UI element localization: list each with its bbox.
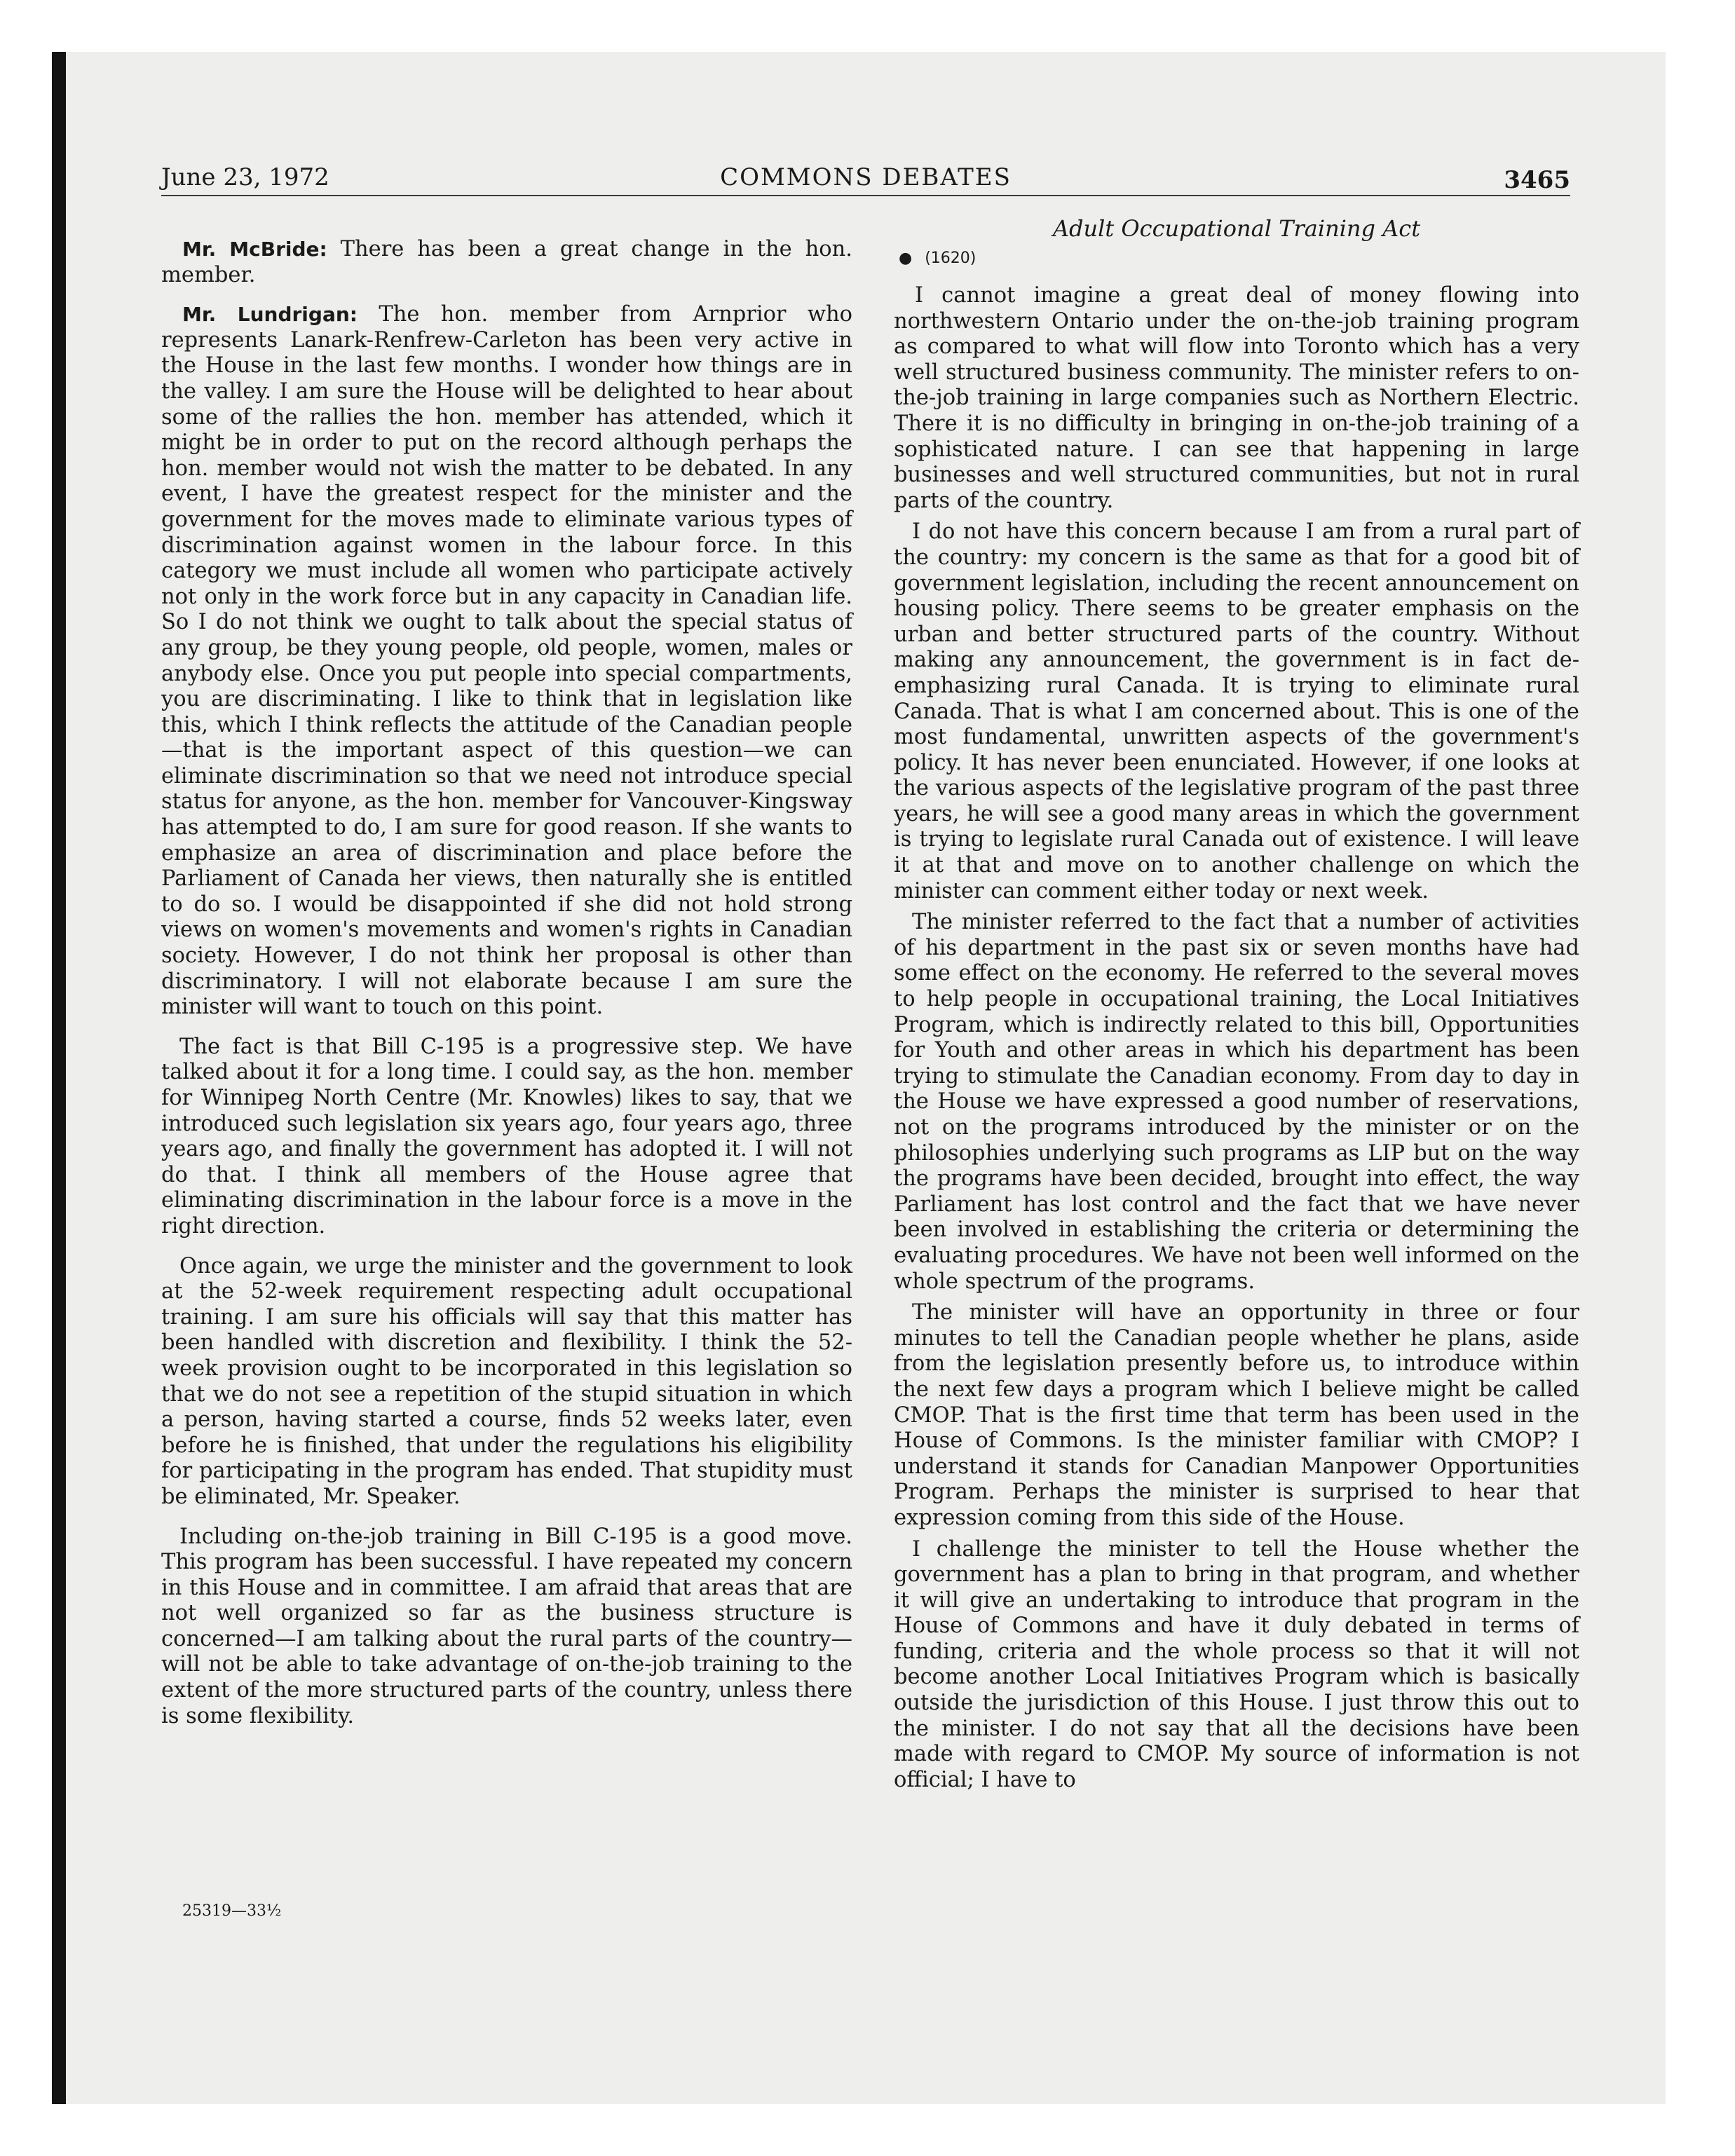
- page-header: [161, 161, 1570, 196]
- scanned-page: [52, 52, 1666, 2104]
- right-column: [894, 283, 1579, 1799]
- header-page-number: 3465: [1504, 166, 1570, 194]
- paragraph: The fact is that Bill C-195 is a progressive step. We have talked about it for a long time. I could say, as the hon. member for Winnipeg North Centre (Mr. Knowles) likes to say, that we introduced such legislation six years ago, four years ago, three years ago, and finally the government has adopted it. I will not do that. I think all members of the House agree that eliminating discrimination in the labour force is a move in the right direction.: [161, 1034, 852, 1239]
- paragraph-text: There has been a great change in the hon. member.: [161, 237, 852, 287]
- footnote: 25319—33½: [182, 1902, 282, 1920]
- running-title: Adult Occupational Training Act: [1052, 215, 1421, 242]
- paragraph: I cannot imagine a great deal of money flowing into northwestern Ontario under the on-the-job training program as compared to what will flow into Toronto which has a very well structured business community. The minister refers to on-the-job training in large companies such as Northern Electric. There it is no difficulty in bringing in on-the-job training of a sophisticated nature. I can see that happening in large businesses and well structured communities, but not in rural parts of the country.: [894, 283, 1579, 513]
- header-date: June 23, 1972: [161, 163, 329, 191]
- paragraph: I do not have this concern because I am from a rural part of the country: my concern is the same as that for a good bit of government legislation, including the recent announcement on housing policy. There seems to be greater emphasis on the urban and better structured parts of the country. Without making any announcement, the government is in fact de-emphasizing rural Canada. It is trying to eliminate rural Canada. That is what I am concerned about. This is one of the most fundamental, unwritten aspects of the government's policy. It has never been enunciated. However, if one looks at the various aspects of the legislative program of the past three years, he will see a good many areas in which the government is trying to legislate rural Canada out of existence. I will leave it at that and move on to another challenge on which the minister can comment either today or next week.: [894, 519, 1579, 903]
- timestamp-text: (1620): [925, 250, 977, 267]
- page-content: [52, 52, 1666, 2104]
- paragraph: I challenge the minister to tell the House whether the government has a plan to bring in that program, and whether it will give an undertaking to introduce that program in the House of Commons and have it duly debated in terms of funding, criteria and the whole process so that it will not become another Local Initiatives Program which is basically outside the jurisdiction of this House. I just throw this out to the minister. I do not say that all the decisions have been made with regard to CMOP. My source of information is not official; I have to: [894, 1536, 1579, 1792]
- paragraph: Once again, we urge the minister and the government to look at the 52-week requirement respecting adult occupational training. I am sure his officials will say that this matter has been handled with discretion and flexibility. I think the 52-week provision ought to be incorporated in this legislation so that we do not see a repetition of the stupid situation in which a person, having started a course, finds 52 weeks later, even before he is finished, that under the regulations his eligibility for participating in the program has ended. That stupidity must be eliminated, Mr. Speaker.: [161, 1253, 852, 1509]
- paragraph: [161, 237, 852, 288]
- bullet-icon: ●: [899, 250, 913, 267]
- speaker-name: Mr. Lundrigan:: [182, 303, 358, 327]
- paragraph: [161, 302, 852, 1021]
- paragraph: The minister referred to the fact that a number of activities of his department in the past six or seven months have had some effect on the economy. He referred to the several moves to help people in occupational training, the Local Initiatives Program, which is indirectly related to this bill, Opportunities for Youth and other areas in which his department has been trying to stimulate the Canadian economy. From day to day in the House we have expressed a good number of reservations, not on the programs introduced by the minister or on the philosophies underlying such programs as LIP but on the way the programs have been decided, brought into effect, the way Parliament has lost control and the fact that we have never been involved in establishing the criteria or determining the evaluating procedures. We have not been well informed on the whole spectrum of the programs.: [894, 910, 1579, 1294]
- timestamp: [899, 248, 976, 269]
- speaker-name: Mr. McBride:: [182, 238, 327, 261]
- header-publication: COMMONS DEBATES: [720, 163, 1012, 191]
- paragraph: The minister will have an opportunity in three or four minutes to tell the Canadian people whether he plans, aside from the legislation presently before us, to introduce within the next few days a program which I believe might be called CMOP. That is the first time that term has been used in the House of Commons. Is the minister familiar with CMOP? I understand it stands for Canadian Manpower Opportunities Program. Perhaps the minister is surprised to hear that expression coming from this side of the House.: [894, 1300, 1579, 1530]
- paragraph: Including on-the-job training in Bill C-195 is a good move. This program has been successful. I have repeated my concern in this House and in committee. I am afraid that areas that are not well organized so far as the business structure is concerned—I am talking about the rural parts of the country—will not be able to take advantage of on-the-job training to the extent of the more structured parts of the country, unless there is some flexibility.: [161, 1524, 852, 1728]
- paragraph-text: The hon. member from Arnprior who represents Lanark-Renfrew-Carleton has been very active in the House in the last few months. I wonder how things are in the valley. I am sure the House will be delighted to hear about some of the rallies the hon. member has attended, which it might be in order to put on the record although perhaps the hon. member would not wish the matter to be debated. In any event, I have the greatest respect for the minister and the government for the moves made to eliminate various types of discrimination against women in the labour force. In this category we must include all women who participate actively not only in the work force but in any capacity in Canadian life. So I do not think we ought to talk about the special status of any group, be they young people, old people, women, males or anybody else. Once you put people into special compartments, you are discriminating. I like to think that in legislation like this, which I think reflects the attitude of the Canadian people—that is the important aspect of this question—we can eliminate discrimination so that we need not introduce special status for anyone, as the hon. member for Vancouver-Kingsway has attempted to do, I am sure for good reason. If she wants to emphasize an area of discrimination and place before the Parliament of Canada her views, then naturally she is entitled to do so. I would be disappointed if she did not hold strong views on women's movements and women's rights in Canadian society. However, I do not think her proposal is other than discriminatory. I will not elaborate because I am sure the minister will want to touch on this point.: [161, 302, 853, 1020]
- left-column: [161, 237, 852, 1743]
